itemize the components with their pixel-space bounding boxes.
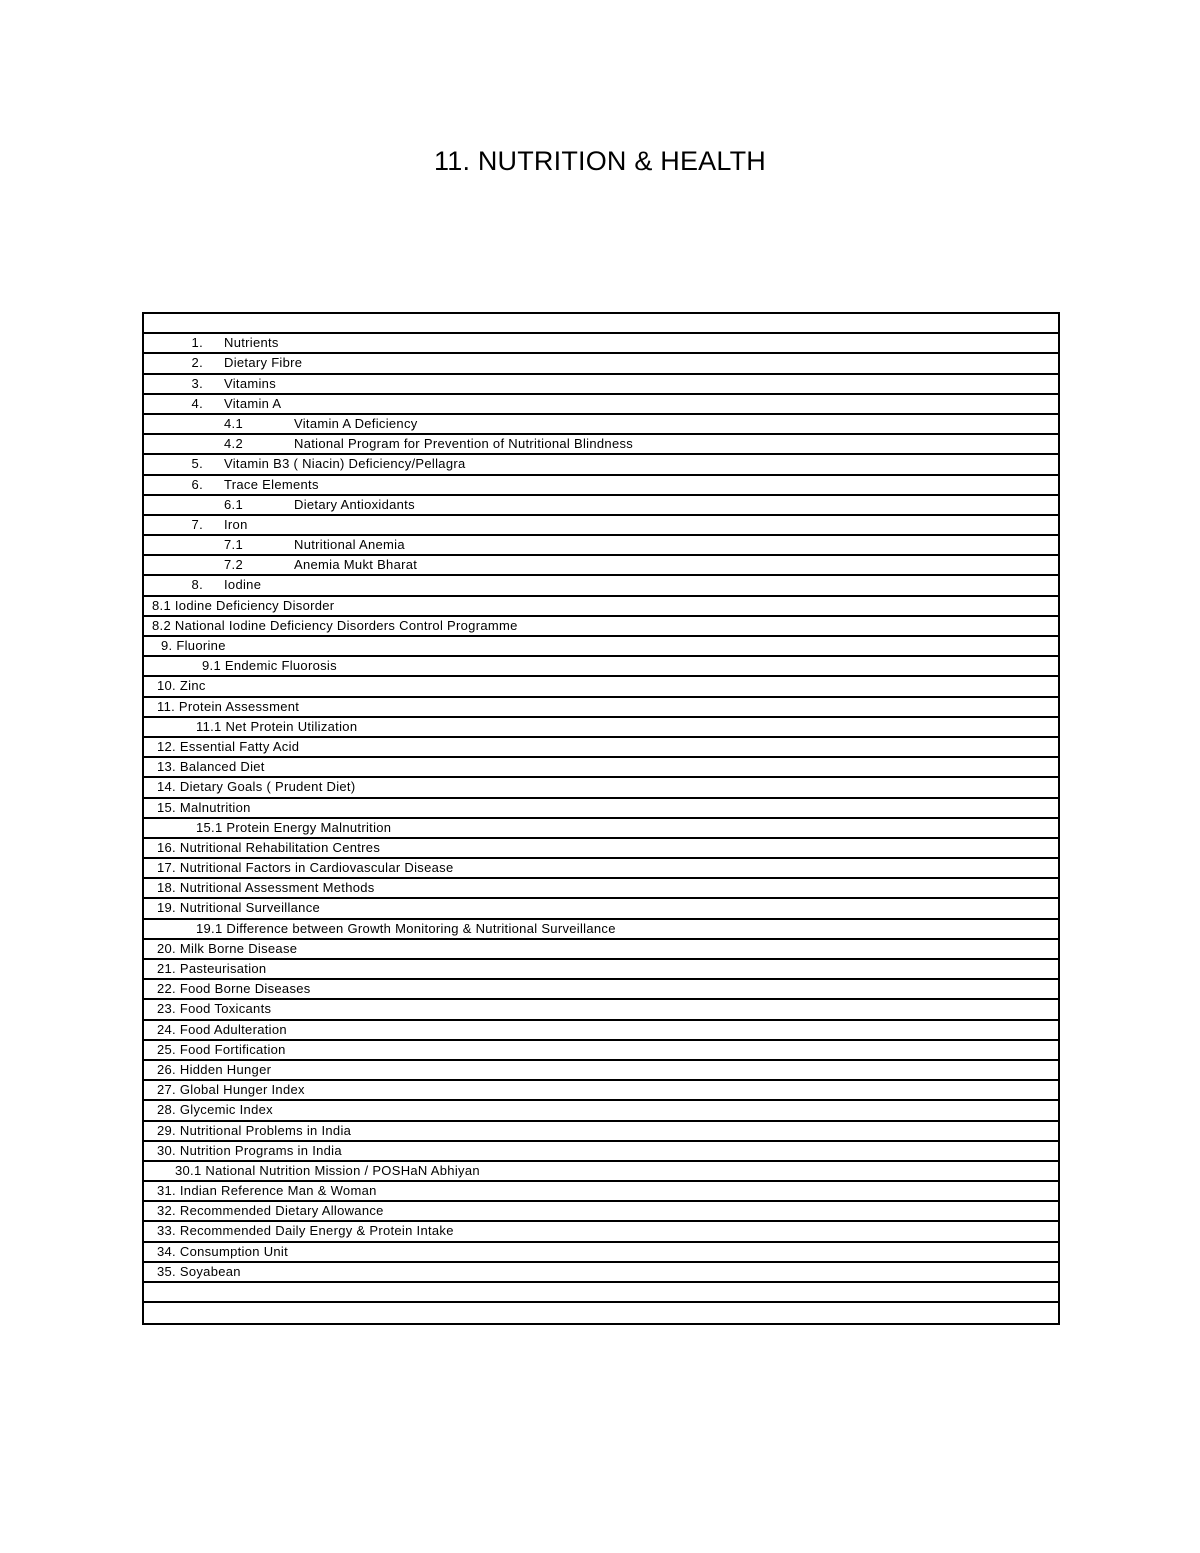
toc-row	[144, 1000, 1058, 1020]
toc-row	[144, 637, 1058, 657]
toc-entry: 33. Recommended Daily Energy & Protein Intake	[157, 1223, 454, 1239]
toc-row	[144, 799, 1058, 819]
toc-row	[144, 1041, 1058, 1061]
toc-number: 6.1	[224, 496, 243, 512]
toc-entry: 12. Essential Fatty Acid	[157, 738, 300, 754]
toc-row	[144, 1202, 1058, 1222]
toc-entry: 18. Nutritional Assessment Methods	[157, 880, 375, 896]
toc-row	[144, 375, 1058, 395]
toc-row	[144, 1021, 1058, 1041]
toc-row	[144, 1263, 1058, 1283]
toc-entry: 19.1 Difference between Growth Monitoring & Nutritional Surveillance	[196, 920, 616, 936]
toc-row	[144, 395, 1058, 415]
toc-entry: 19. Nutritional Surveillance	[157, 900, 321, 916]
toc-row	[144, 899, 1058, 919]
toc-row	[144, 1222, 1058, 1242]
toc-label: National Program for Prevention of Nutritional Blindness	[294, 436, 634, 452]
toc-number: 4.2	[224, 436, 243, 452]
toc-row	[144, 980, 1058, 1000]
toc-row	[144, 1182, 1058, 1202]
toc-number: 6.	[191, 476, 203, 492]
toc-label: Iodine	[224, 577, 262, 593]
toc-label: Iron	[224, 516, 248, 532]
toc-row	[144, 1101, 1058, 1121]
toc-entry: 15. Malnutrition	[157, 799, 251, 815]
toc-label: Dietary Antioxidants	[294, 496, 415, 512]
toc-row	[144, 718, 1058, 738]
toc-row	[144, 1122, 1058, 1142]
toc-row	[144, 516, 1058, 536]
toc-row	[144, 455, 1058, 475]
toc-entry: 14. Dietary Goals ( Prudent Diet)	[157, 779, 356, 795]
toc-entry: 30.1 National Nutrition Mission / POSHaN Abhiyan	[175, 1162, 480, 1178]
toc-number: 4.1	[224, 415, 243, 431]
toc-entry: 28. Glycemic Index	[157, 1102, 273, 1118]
toc-row	[144, 960, 1058, 980]
toc-label: Dietary Fibre	[224, 355, 303, 371]
toc-row	[144, 354, 1058, 374]
toc-entry: 9. Fluorine	[161, 638, 226, 653]
toc-row	[144, 677, 1058, 697]
toc-label: Nutrients	[224, 335, 279, 351]
toc-number: 7.	[191, 516, 203, 532]
toc-row	[144, 1061, 1058, 1081]
table-row-empty	[144, 314, 1058, 334]
toc-number: 5.	[191, 456, 203, 472]
toc-row	[144, 657, 1058, 677]
toc-entry: 31. Indian Reference Man & Woman	[157, 1183, 377, 1199]
toc-row	[144, 617, 1058, 637]
toc-entry: 9.1 Endemic Fluorosis	[202, 658, 337, 674]
toc-number: 4.	[191, 395, 203, 411]
toc-row	[144, 859, 1058, 879]
toc-entry: 15.1 Protein Energy Malnutrition	[196, 819, 392, 835]
toc-entry: 20. Milk Borne Disease	[157, 940, 298, 956]
toc-row	[144, 597, 1058, 617]
toc-row	[144, 496, 1058, 516]
toc-row	[144, 839, 1058, 859]
toc-entry: 35. Soyabean	[157, 1263, 241, 1279]
toc-entry: 11. Protein Assessment	[157, 698, 300, 714]
table-row-empty	[144, 1283, 1058, 1303]
toc-label: Vitamins	[224, 375, 277, 391]
toc-entry: 34. Consumption Unit	[157, 1243, 289, 1259]
toc-entry: 11.1 Net Protein Utilization	[196, 718, 358, 734]
toc-number: 8.	[191, 577, 203, 593]
toc-row	[144, 738, 1058, 758]
toc-entry: 26. Hidden Hunger	[157, 1061, 272, 1077]
toc-row	[144, 1162, 1058, 1182]
toc-label: Vitamin A Deficiency	[294, 415, 418, 431]
toc-label: Vitamin B3 ( Niacin) Deficiency/Pellagra	[224, 456, 466, 472]
toc-row	[144, 920, 1058, 940]
toc-row	[144, 435, 1058, 455]
toc-entry: 24. Food Adulteration	[157, 1021, 287, 1037]
page-title: 11. NUTRITION & HEALTH	[434, 146, 766, 176]
toc-row	[144, 879, 1058, 899]
toc-row	[144, 556, 1058, 576]
toc-number: 1.	[191, 335, 203, 351]
toc-row	[144, 1081, 1058, 1101]
toc-entry: 27. Global Hunger Index	[157, 1082, 305, 1098]
toc-entry: 10. Zinc	[157, 678, 206, 694]
toc-row	[144, 819, 1058, 839]
toc-entry: 21. Pasteurisation	[157, 961, 267, 976]
toc-entry: 29. Nutritional Problems in India	[157, 1122, 352, 1138]
toc-entry: 23. Food Toxicants	[157, 1001, 272, 1017]
toc-row	[144, 1243, 1058, 1263]
table-row-empty	[144, 1303, 1058, 1323]
toc-label: Trace Elements	[224, 476, 319, 492]
toc-row	[144, 758, 1058, 778]
toc-number: 2.	[191, 355, 203, 371]
toc-entry: 13. Balanced Diet	[157, 759, 265, 775]
contents-table	[142, 312, 1060, 1325]
toc-row	[144, 536, 1058, 556]
toc-row	[144, 415, 1058, 435]
toc-row	[144, 778, 1058, 798]
toc-row	[144, 334, 1058, 354]
toc-entry: 16. Nutritional Rehabilitation Centres	[157, 839, 381, 855]
toc-row	[144, 1142, 1058, 1162]
toc-entry: 8.1 Iodine Deficiency Disorder	[152, 597, 335, 613]
toc-label: Nutritional Anemia	[294, 537, 405, 553]
toc-entry: 8.2 National Iodine Deficiency Disorders Control Programme	[152, 617, 518, 633]
toc-row	[144, 576, 1058, 596]
toc-row	[144, 476, 1058, 496]
toc-entry: 22. Food Borne Diseases	[157, 981, 311, 997]
toc-row	[144, 698, 1058, 718]
toc-row	[144, 940, 1058, 960]
toc-entry: 25. Food Fortification	[157, 1041, 286, 1057]
toc-entry: 30. Nutrition Programs in India	[157, 1142, 342, 1158]
toc-number: 7.1	[224, 537, 243, 553]
toc-entry: 32. Recommended Dietary Allowance	[157, 1203, 384, 1219]
toc-label: Vitamin A	[224, 395, 282, 411]
toc-entry: 17. Nutritional Factors in Cardiovascular Disease	[157, 860, 454, 876]
toc-label: Anemia Mukt Bharat	[294, 557, 418, 573]
toc-number: 7.2	[224, 557, 243, 573]
toc-number: 3.	[191, 375, 203, 391]
